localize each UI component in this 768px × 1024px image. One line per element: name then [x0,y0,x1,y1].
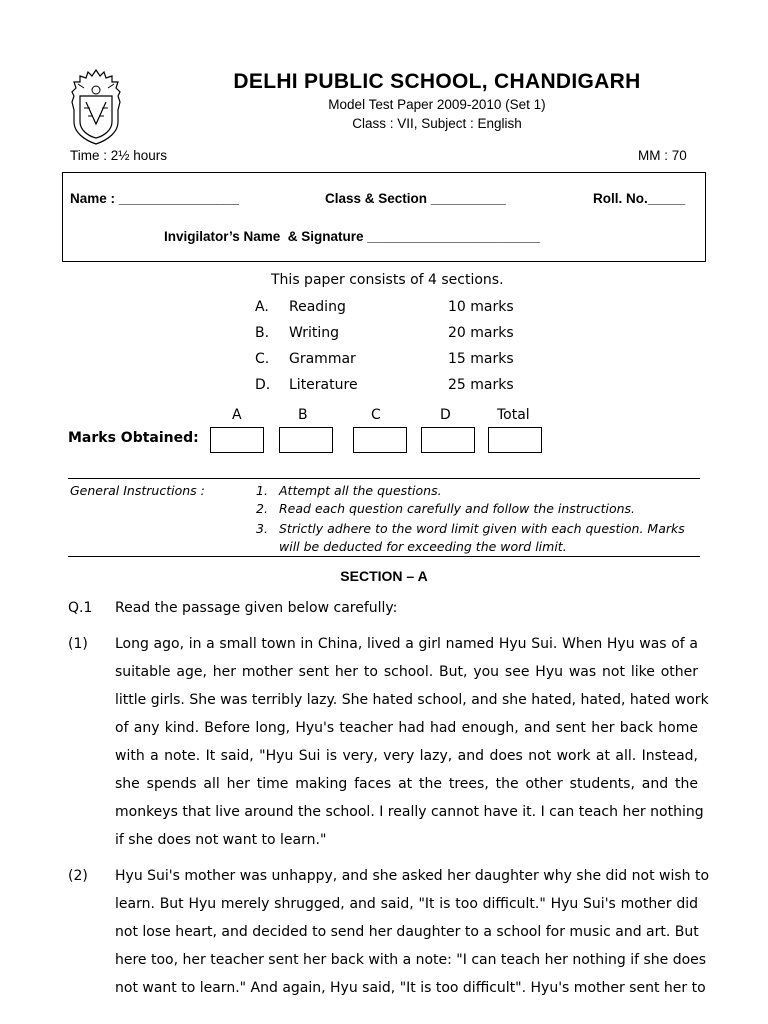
paragraph-number: (2) [68,868,88,884]
marks-column-d: D [440,407,451,423]
passage-line: learn. But Hyu merely shrugged, and said, "It is too difficult." Hyu Sui's mother did [115,896,698,912]
passage-line: not want to learn." And again, Hyu said, "It is too difficult". Hyu's mother sent her to [115,980,706,996]
passage-line: not lose heart, and decided to send her daughter to a school for music and art. But [115,924,699,940]
class-section-field[interactable]: Class & Section __________ [325,191,506,206]
marks-box-a[interactable] [210,427,264,453]
marks-column-c: C [371,407,381,423]
section-marks: 10 marks [448,299,514,315]
marks-column-a: A [232,407,242,423]
section-a-heading: SECTION – A [340,568,428,584]
class-subject: Class : VII, Subject : English [352,116,522,131]
instruction-number: 1. [256,483,268,498]
time-allowed: Time : 2½ hours [70,148,168,163]
instruction-text-continued: will be deducted for exceeding the word limit. [279,539,567,554]
section-letter: C. [255,351,270,367]
passage-line: suitable age, her mother sent her to school. But, you see Hyu was not like other [115,664,698,680]
section-name: Grammar [289,351,356,367]
marks-column-total: Total [497,407,530,423]
passage-line: little girls. She was terribly lazy. She hated school, and she hated, hated, hated work [115,692,709,708]
section-letter: A. [255,299,269,315]
passage-line: Long ago, in a small town in China, lived a girl named Hyu Sui. When Hyu was of a [115,636,698,652]
section-name: Literature [289,377,358,393]
section-marks: 20 marks [448,325,514,341]
passage-line: Hyu Sui's mother was unhappy, and she asked her daughter why she did not wish to [115,868,710,884]
paragraph-number: (1) [68,636,88,652]
instruction-text: Attempt all the questions. [279,483,442,498]
section-letter: B. [255,325,270,341]
section-name: Writing [289,325,339,341]
passage-line: of any kind. Before long, Hyu's teacher had had enough, and sent her back home [115,720,698,736]
marks-box-d[interactable] [421,427,475,453]
section-name: Reading [289,299,346,315]
marks-obtained-label: Marks Obtained: [68,430,199,446]
instruction-text: Strictly adhere to the word limit given with each question. Marks [279,521,685,536]
passage-line: she spends all her time making faces at the trees, the other students, and the [115,776,698,792]
marks-box-b[interactable] [279,427,333,453]
section-letter: D. [255,377,271,393]
max-marks: MM : 70 [638,148,687,163]
student-info-box [62,172,706,262]
marks-box-total[interactable] [488,427,542,453]
paper-title: Model Test Paper 2009-2010 (Set 1) [328,97,546,112]
instruction-number: 3. [256,521,268,536]
section-marks: 15 marks [448,351,514,367]
sections-intro: This paper consists of 4 sections. [271,272,504,288]
divider [68,556,700,557]
passage-line: here too, her teacher sent her back with a note: "I can teach her nothing if she does [115,952,707,968]
instruction-number: 2. [256,501,268,516]
marks-box-c[interactable] [353,427,407,453]
passage-line: if she does not want to learn." [115,832,327,848]
name-field[interactable]: Name : ________________ [70,191,239,206]
general-instructions-label: General Instructions : [70,483,205,498]
school-name: DELHI PUBLIC SCHOOL, CHANDIGARH [233,70,641,93]
divider [68,478,700,479]
question-number: Q.1 [68,600,93,616]
roll-number-field[interactable]: Roll. No._____ [593,191,686,206]
invigilator-field[interactable]: Invigilator’s Name & Signature _______________________ [164,229,540,244]
passage-line: with a note. It said, "Hyu Sui is very, very lazy, and does not work at all. Instead, [115,748,698,764]
passage-line: monkeys that live around the school. I really cannot have it. I can teach her nothing [115,804,704,820]
section-marks: 25 marks [448,377,514,393]
marks-column-b: B [298,407,308,423]
question-text: Read the passage given below carefully: [115,600,398,616]
instruction-text: Read each question carefully and follow the instructions. [279,501,636,516]
